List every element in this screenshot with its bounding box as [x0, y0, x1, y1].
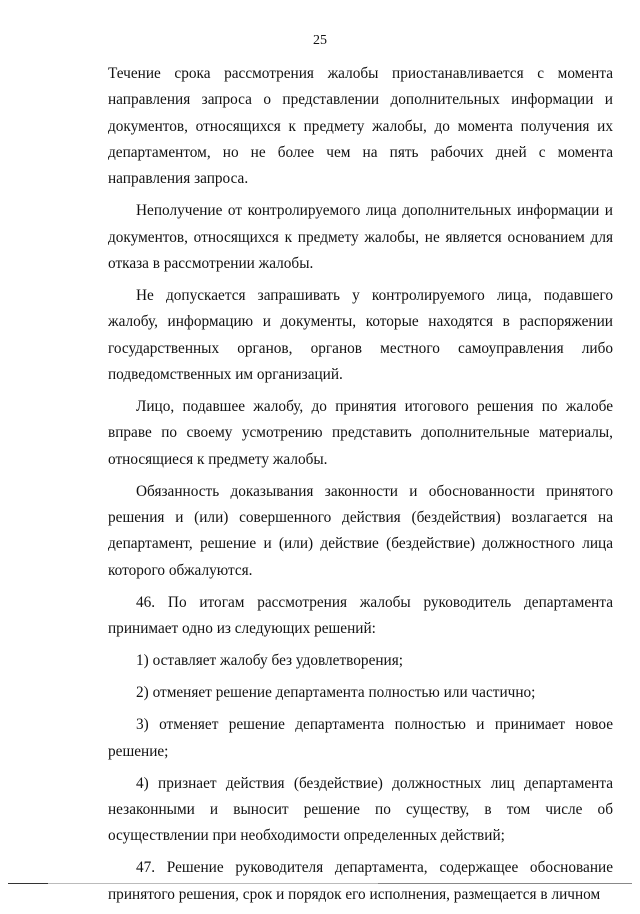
footer-divider-segment	[48, 883, 378, 884]
paragraph-burden-of-proof: Обязанность доказывания законности и обоснованности принятого решения и (или) совершенного действия (бездействия) возлагается на департамент, решение и (или) действие (бездействие) должностного лица которого обжалуются.	[108, 482, 613, 579]
list-item-3: 3) отменяет решение департамента полностью и принимает новое решение;	[108, 716, 613, 760]
paragraph-additional-materials: Лицо, подавшее жалобу, до принятия итогового решения по жалобе вправе по своему усмотрению представить дополнительные материалы, относящиеся к предмету жалобы.	[108, 397, 613, 468]
document-body	[108, 61, 613, 914]
paragraph-suspension-period: Течение срока рассмотрения жалобы приостанавливается с момента направления запроса о представлении дополнительных информации и документов, относящихся к предмету жалобы, до момента получения их департаментом, но не более чем на пять рабочих дней с момента направления запроса.	[108, 65, 613, 188]
page-number: 25	[313, 33, 327, 48]
list-item-1: 1) оставляет жалобу без удовлетворения;	[136, 652, 404, 670]
paragraph-no-request: Не допускается запрашивать у контролируемого лица, подавшего жалобу, информацию и документы, которые находятся в распоряжении государственных органов, органов местного самоуправления либо подведомственных им организаций.	[108, 286, 613, 383]
footer-divider-segment	[8, 883, 48, 884]
paragraph-47-decision: 47. Решение руководителя департамента, содержащее обоснование принятого решения, срок и порядок его исполнения, размещается в личном	[108, 859, 613, 903]
paragraph-non-receipt: Неполучение от контролируемого лица дополнительных информации и документов, относящихся к предмету жалобы, не является основанием для отказа в рассмотрении жалобы.	[108, 202, 613, 272]
footer-divider-segment	[378, 883, 632, 884]
footer-divider	[8, 883, 632, 884]
paragraph-46-decisions: 46. По итогам рассмотрения жалобы руководитель департамента принимает одно из следующих решений:	[108, 593, 613, 637]
list-item-4: 4) признает действия (бездействие) должностных лиц департамента незаконными и выносит решение по существу, в том числе об осуществлении при необходимости определенных действий;	[108, 774, 613, 845]
list-item-2: 2) отменяет решение департамента полностью или частично;	[136, 684, 536, 702]
